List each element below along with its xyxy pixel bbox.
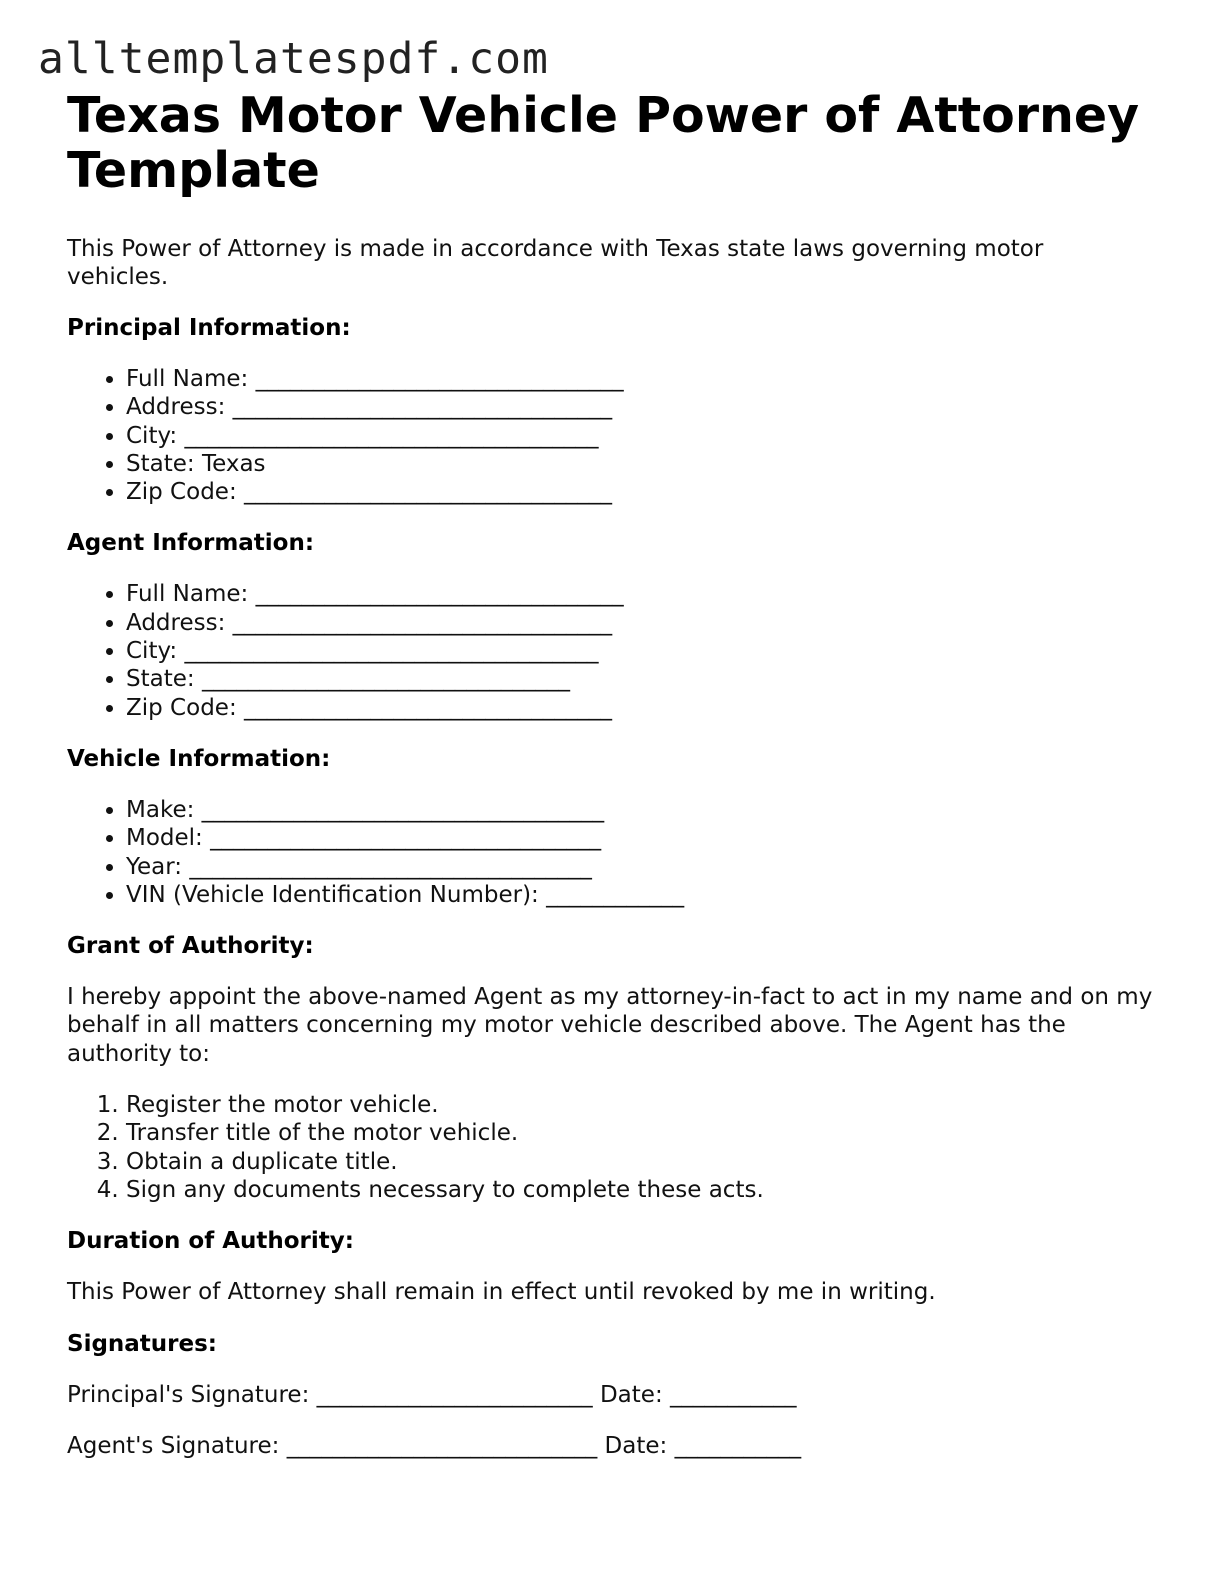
field-label: City: [126,422,178,449]
vehicle-year [126,853,1167,881]
duration-paragraph: This Power of Attorney shall remain in effect until revoked by me in writing. [67,1279,936,1306]
field-label: Address: [126,609,226,636]
principal-signature-line [67,1381,1167,1409]
vehicle-vin [126,881,1167,909]
field-label: State: [126,450,195,477]
agent-zip-field[interactable]: ________________________________ [244,694,612,721]
field-label: Address: [126,394,226,421]
agent-date-label: Date: [604,1432,668,1459]
principal-full-name [126,365,1167,393]
field-label: City: [126,638,178,665]
agent-date-field[interactable]: ___________ [674,1432,802,1459]
field-label: Year: [126,853,183,880]
power-item: 4. Sign any documents necessary to complete these acts. [126,1176,1167,1204]
field-label: Zip Code: [126,479,237,506]
principal-heading: Principal Information: [67,315,351,341]
duration-heading: Duration of Authority: [67,1228,354,1255]
agent-state-field[interactable]: ________________________________ [201,666,570,693]
agent-heading: Agent Information: [67,530,315,557]
document-title: Texas Motor Vehicle Power of Attorney Template [67,87,1140,199]
power-item: 2. Transfer title of the motor vehicle. [126,1119,1167,1147]
principal-zip [126,478,1167,506]
agent-city-field[interactable]: ____________________________________ [184,638,599,665]
field-label: Full Name: [126,581,249,608]
field-label: State: [126,666,195,693]
agent-signature-line [67,1432,1167,1460]
intro-paragraph: This Power of Attorney is made in accordance with Texas state laws governing motor vehicles. [67,236,1044,290]
field-label: VIN (Vehicle Identification Number): [126,881,539,908]
agent-list [67,580,1167,721]
principal-address [126,393,1167,421]
field-label: Model: [126,825,203,852]
field-label: Full Name: [126,366,249,392]
agent-signature-label: Agent's Signature: [67,1432,280,1459]
principal-state [126,450,1167,478]
signatures-heading: Signatures: [67,1330,218,1357]
agent-zip [126,694,1167,722]
vehicle-make-field[interactable]: ___________________________________ [201,796,605,823]
agent-full-name-field[interactable]: ________________________________ [255,581,624,608]
principal-date-label: Date: [599,1381,663,1408]
powers-list [67,1091,1167,1204]
vehicle-list [67,796,1167,909]
power-item: 3. Obtain a duplicate title. [126,1148,1167,1176]
principal-date-field[interactable]: ___________ [670,1381,797,1408]
agent-full-name [126,580,1167,608]
field-label: Zip Code: [126,694,237,721]
agent-city [126,637,1167,665]
vehicle-vin-field[interactable]: ____________ [546,881,685,908]
agent-address-field[interactable]: _________________________________ [232,609,613,636]
vehicle-model [126,824,1167,852]
principal-list [67,365,1167,506]
principal-city-field[interactable]: ____________________________________ [184,422,599,449]
agent-signature-field[interactable]: ___________________________ [286,1432,598,1459]
power-item: 1. Register the motor vehicle. [126,1091,1167,1119]
principal-signature-field[interactable]: ________________________ [316,1381,593,1408]
vehicle-model-field[interactable]: __________________________________ [210,825,602,852]
principal-address-field[interactable]: _________________________________ [232,394,613,421]
vehicle-make [126,796,1167,824]
principal-zip-field[interactable]: ________________________________ [244,479,612,506]
principal-state-value: Texas [201,450,266,477]
principal-full-name-field[interactable]: ________________________________ [255,366,624,392]
agent-address [126,609,1167,637]
agent-state [126,665,1167,693]
vehicle-heading: Vehicle Information: [67,745,331,772]
grant-paragraph: I hereby appoint the above-named Agent as my attorney-in-fact to act in my name and on my behalf in all matters concerning my motor vehicle described above. The Agent has the authority to: [67,984,1153,1067]
principal-signature-label: Principal's Signature: [67,1381,310,1408]
vehicle-year-field[interactable]: ___________________________________ [189,853,592,880]
grant-heading: Grant of Authority: [67,933,314,960]
principal-city [126,422,1167,450]
site-watermark: alltemplatespdf.com [38,34,549,84]
field-label: Make: [126,796,195,823]
document-body [67,88,1167,1460]
